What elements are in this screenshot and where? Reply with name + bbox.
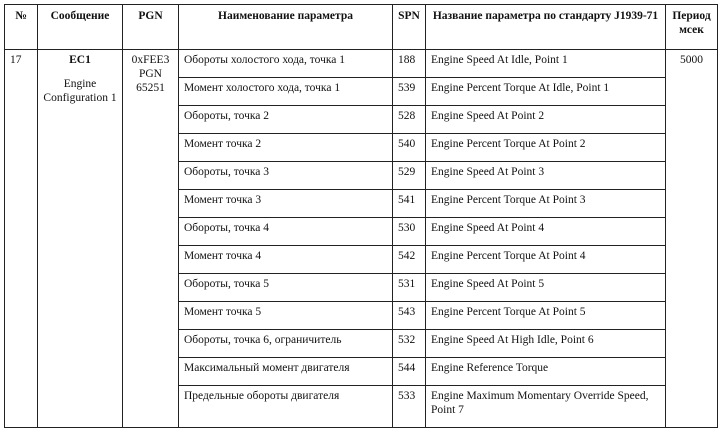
spn-cell: 544	[393, 358, 426, 386]
header-pgn: PGN	[123, 5, 179, 50]
spn-cell: 188	[393, 50, 426, 78]
spn-cell: 532	[393, 330, 426, 358]
group-message	[38, 50, 123, 428]
spn-cell: 533	[393, 386, 426, 428]
std-cell: Engine Percent Torque At Idle, Point 1	[426, 78, 666, 106]
std-cell: Engine Percent Torque At Point 4	[426, 246, 666, 274]
std-cell: Engine Maximum Momentary Override Speed, Point 7	[426, 386, 666, 428]
std-cell: Engine Percent Torque At Point 2	[426, 134, 666, 162]
param-cell: Момент холостого хода, точка 1	[179, 78, 393, 106]
std-cell: Engine Percent Torque At Point 5	[426, 302, 666, 330]
param-cell: Максимальный момент двигателя	[179, 358, 393, 386]
pgn-hex: 0xFEE3	[131, 54, 170, 66]
std-cell: Engine Speed At Point 3	[426, 162, 666, 190]
std-cell: Engine Speed At Point 4	[426, 218, 666, 246]
message-name: Engine Configuration 1	[43, 78, 117, 104]
param-cell: Момент точка 5	[179, 302, 393, 330]
std-cell: Engine Speed At Idle, Point 1	[426, 50, 666, 78]
param-cell: Обороты, точка 5	[179, 274, 393, 302]
parameter-table	[4, 4, 718, 428]
spn-cell: 528	[393, 106, 426, 134]
pgn-label: PGN	[138, 68, 162, 80]
spn-cell: 531	[393, 274, 426, 302]
spn-cell: 539	[393, 78, 426, 106]
message-code: EC1	[69, 54, 91, 66]
spn-cell: 530	[393, 218, 426, 246]
param-cell: Момент точка 4	[179, 246, 393, 274]
std-cell: Engine Percent Torque At Point 3	[426, 190, 666, 218]
header-std-name: Название параметра по стандарту J1939-71	[426, 5, 666, 50]
header-num: №	[5, 5, 38, 50]
spn-cell: 543	[393, 302, 426, 330]
param-cell: Момент точка 3	[179, 190, 393, 218]
param-cell: Обороты, точка 2	[179, 106, 393, 134]
spn-cell: 542	[393, 246, 426, 274]
spn-cell: 540	[393, 134, 426, 162]
std-cell: Engine Speed At High Idle, Point 6	[426, 330, 666, 358]
spn-cell: 529	[393, 162, 426, 190]
group-period: 5000	[666, 50, 718, 428]
param-cell: Момент точка 2	[179, 134, 393, 162]
group-num: 17	[5, 50, 38, 428]
header-message: Сообщение	[38, 5, 123, 50]
param-cell: Обороты холостого хода, точка 1	[179, 50, 393, 78]
param-cell: Обороты, точка 3	[179, 162, 393, 190]
param-cell: Обороты, точка 4	[179, 218, 393, 246]
std-cell: Engine Speed At Point 5	[426, 274, 666, 302]
pgn-dec: 65251	[136, 82, 165, 94]
table-row	[5, 50, 718, 78]
header-period: Период мсек	[666, 5, 718, 50]
header-param-name: Наименование параметра	[179, 5, 393, 50]
spn-cell: 541	[393, 190, 426, 218]
param-cell: Обороты, точка 6, ограничитель	[179, 330, 393, 358]
std-cell: Engine Reference Torque	[426, 358, 666, 386]
std-cell: Engine Speed At Point 2	[426, 106, 666, 134]
header-spn: SPN	[393, 5, 426, 50]
group-pgn	[123, 50, 179, 428]
param-cell: Предельные обороты двигателя	[179, 386, 393, 428]
header-row	[5, 5, 718, 50]
